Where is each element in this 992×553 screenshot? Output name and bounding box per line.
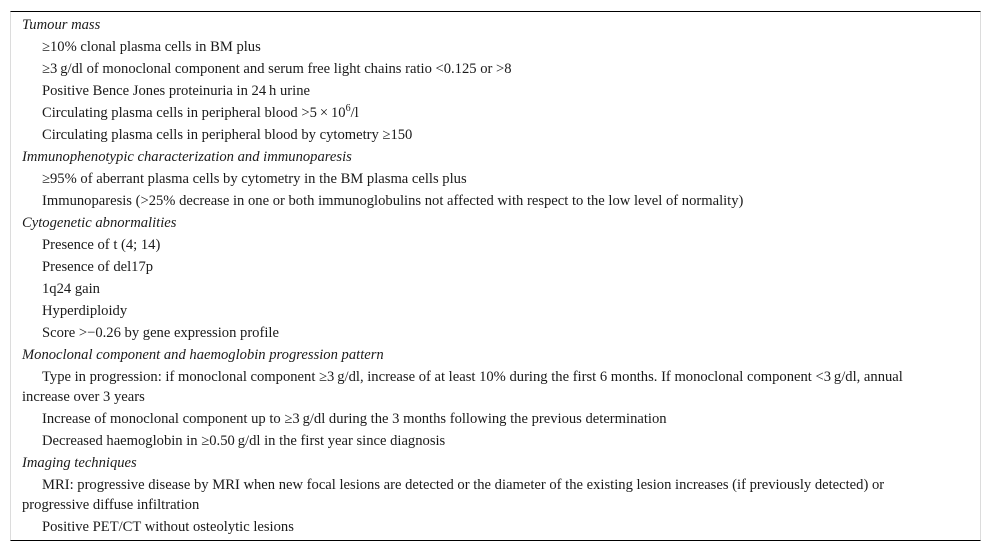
criteria-item: Positive Bence Jones proteinuria in 24 h urine	[42, 83, 310, 99]
criteria-item: Hyperdiploidy	[42, 303, 128, 319]
criteria-item: Decreased haemoglobin in ≥0.50 g/dl in the first year since diagnosis	[42, 433, 446, 449]
section-heading-immunophenotypic: Immunophenotypic characterization and immunoparesis	[22, 149, 352, 165]
criteria-item-circulating-cells	[11, 102, 980, 124]
criteria-item: Presence of del17p	[42, 259, 154, 275]
criteria-item: ≥95% of aberrant plasma cells by cytometry in the BM plasma cells plus	[42, 171, 467, 187]
criteria-item: Immunoparesis (>25% decrease in one or both immunoglobulins not affected with respect to the low level of normality)	[42, 193, 744, 209]
criteria-item: Score >−0.26 by gene expression profile	[42, 325, 279, 341]
criteria-item: Positive PET/CT without osteolytic lesions	[42, 519, 294, 535]
criteria-item: Circulating plasma cells in peripheral blood by cytometry ≥150	[42, 127, 413, 143]
criteria-item: MRI: progressive disease by MRI when new focal lesions are detected or the diameter of the existing lesion increases (if previously detected) or progressive diffuse infiltration	[22, 477, 885, 513]
criteria-item: ≥10% clonal plasma cells in BM plus	[42, 39, 261, 55]
criteria-item: ≥3 g/dl of monoclonal component and serum free light chains ratio <0.125 or >8	[42, 61, 512, 77]
section-heading-monoclonal-progression: Monoclonal component and haemoglobin progression pattern	[22, 347, 384, 363]
criteria-item: Presence of t (4; 14)	[42, 237, 161, 253]
criteria-item: Increase of monoclonal component up to ≥3 g/dl during the 3 months following the previous determination	[42, 411, 667, 427]
section-heading-imaging: Imaging techniques	[22, 455, 137, 471]
criteria-item: 1q24 gain	[42, 281, 100, 297]
criteria-table	[10, 11, 981, 541]
section-heading-tumour-mass: Tumour mass	[22, 17, 101, 33]
section-heading-cytogenetic: Cytogenetic abnormalities	[22, 215, 177, 231]
criteria-item-text: Circulating plasma cells in peripheral blood >5 × 10	[42, 105, 346, 121]
criteria-item-unit: /l	[350, 105, 359, 121]
superscript: 6	[345, 103, 351, 114]
criteria-item: Type in progression: if monoclonal component ≥3 g/dl, increase of at least 10% during the first 6 months. If monoclonal component <3 g/dl, annual increase over 3 years	[22, 369, 903, 405]
